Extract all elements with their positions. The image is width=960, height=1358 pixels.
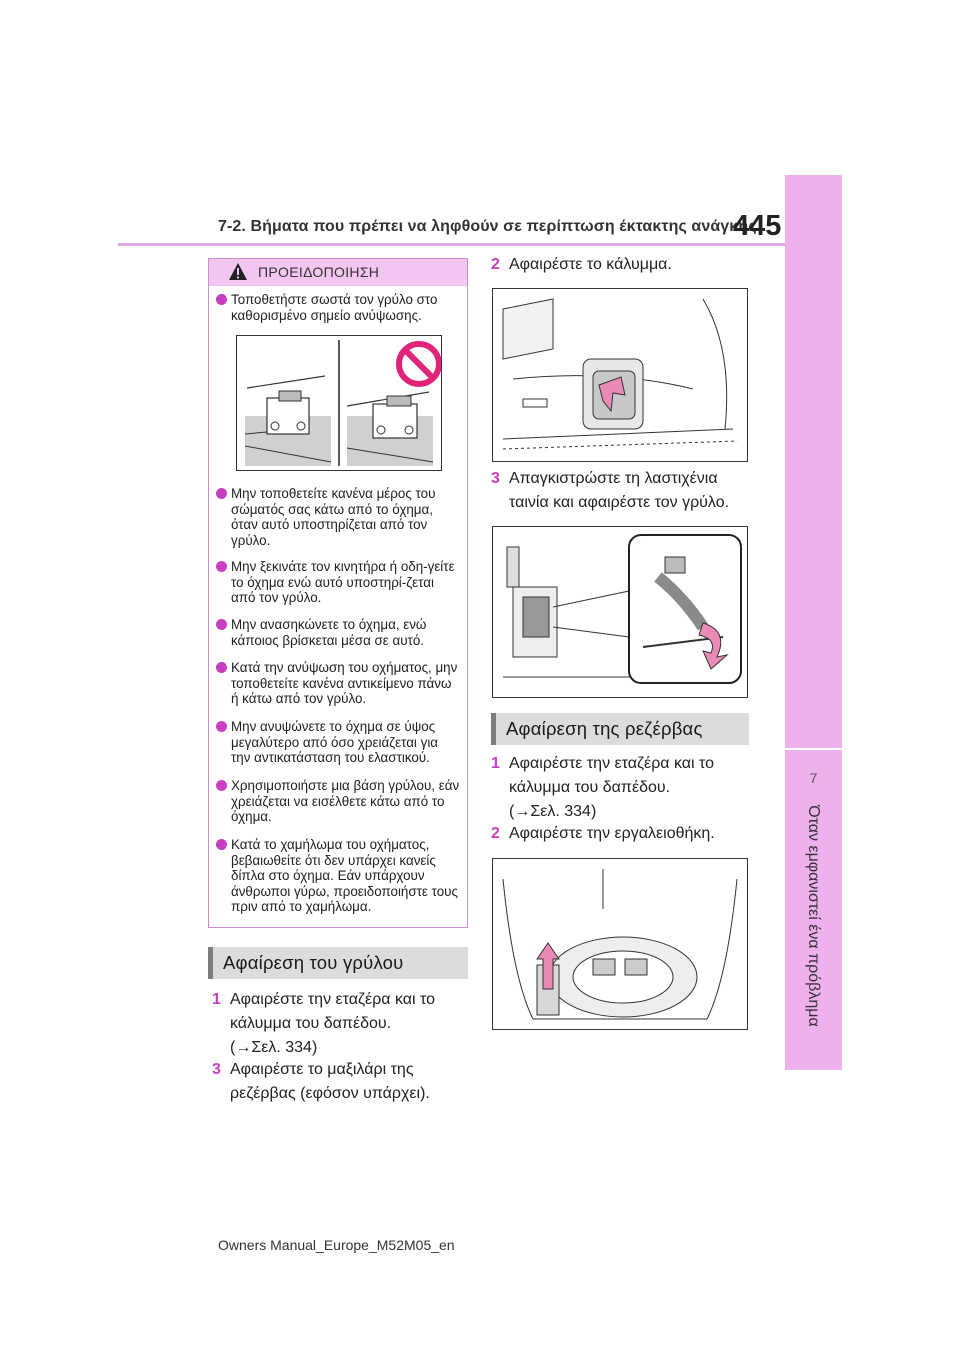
side-tab-label: Όταν εμφανιστεί ένα πρόβλημα	[805, 805, 822, 1027]
bullet-dot-icon	[216, 839, 227, 850]
jack-placement-figure	[236, 335, 442, 471]
bullet-dot-icon	[216, 662, 227, 673]
side-tab-divider	[785, 748, 842, 750]
step-number: 3	[491, 470, 500, 487]
header-rule	[118, 243, 785, 246]
step-item: 3 Αφαιρέστε το μαξιλάρι της ρεζέρβας (εφόσον υπάρχει).	[212, 1058, 462, 1106]
warning-item: Μην ξεκινάτε τον κινητήρα ή οδη-γείτε το όχημα ενώ αυτό υποστηρί-ζεται από τον γρύλο.	[216, 559, 461, 606]
section-heading-spare-tire: Αφαίρεση της ρεζέρβας	[491, 713, 749, 745]
side-tab-number: 7	[809, 770, 818, 786]
step-number: 3	[212, 1061, 221, 1078]
bullet-dot-icon	[216, 294, 227, 305]
footer-manual-id: Owners Manual_Europe_M52M05_en	[218, 1237, 455, 1253]
warning-triangle-icon	[228, 262, 248, 281]
step-item: 1 Αφαιρέστε την εταζέρα και το κάλυμμα του δαπέδου. (→Σελ. 334)	[491, 752, 761, 824]
warning-item: Μην ανασηκώνετε το όχημα, ενώ κάποιος βρίσκεται μέσα σε αυτό.	[216, 617, 461, 648]
step-item: 2 Αφαιρέστε την εργαλειοθήκη.	[491, 822, 761, 846]
bullet-dot-icon	[216, 721, 227, 732]
step-item: 3 Απαγκιστρώστε τη λαστιχένια ταινία και αφαιρέστε τον γρύλο.	[491, 467, 761, 515]
step-number: 2	[491, 256, 500, 273]
bullet-dot-icon	[216, 619, 227, 630]
warning-item: Μην τοποθετείτε κανένα μέρος του σώματός σας κάτω από το όχημα, όταν αυτό υποστηρίζεται από τον γρύλο.	[216, 486, 461, 548]
page-number: 445	[733, 210, 782, 242]
warning-item: Τοποθετήστε σωστά τον γρύλο στο καθορισμένο σημείο ανύψωσης.	[216, 292, 461, 323]
cover-removal-figure	[492, 288, 748, 462]
step-number: 2	[491, 825, 500, 842]
step-item: 2 Αφαιρέστε το κάλυμμα.	[491, 253, 761, 277]
jack-removal-figure	[492, 526, 748, 698]
warning-item: Κατά το χαμήλωμα του οχήματος, βεβαιωθείτε ότι δεν υπάρχει κανείς δίπλα στο όχημα. Εάν υπάρχουν άνθρωποι γύρω, προειδοποιήστε τους πριν από το χαμήλωμα.	[216, 837, 461, 915]
warning-title: ΠΡΟΕΙΔΟΠΟΙΗΣΗ	[258, 264, 380, 280]
page-reference: (→Σελ. 334)	[230, 1039, 318, 1056]
step-number: 1	[491, 755, 500, 772]
warning-item: Χρησιμοποιήστε μια βάση γρύλου, εάν χρειάζεται να εισέλθετε κάτω από το όχημα.	[216, 778, 461, 825]
page-reference: (→Σελ. 334)	[509, 803, 597, 820]
warning-item: Μην ανυψώνετε το όχημα σε ύψος μεγαλύτερο από όσο χρειάζεται για την αντικατάσταση του ελαστικού.	[216, 719, 461, 766]
step-number: 1	[212, 991, 221, 1008]
section-heading-jack: Αφαίρεση του γρύλου	[208, 947, 468, 979]
step-item: 1 Αφαιρέστε την εταζέρα και το κάλυμμα του δαπέδου. (→Σελ. 334)	[212, 988, 462, 1060]
toolbox-removal-figure	[492, 858, 748, 1030]
bullet-dot-icon	[216, 561, 227, 572]
warning-item: Κατά την ανύψωση του οχήματος, μην τοποθετείτε κανένα αντικείμενο πάνω ή κάτω από τον γρύλο.	[216, 660, 461, 707]
bullet-dot-icon	[216, 488, 227, 499]
chapter-title: 7-2. Βήματα που πρέπει να ληφθούν σε περίπτωση έκτακτης ανάγκης	[218, 218, 757, 235]
bullet-dot-icon	[216, 780, 227, 791]
